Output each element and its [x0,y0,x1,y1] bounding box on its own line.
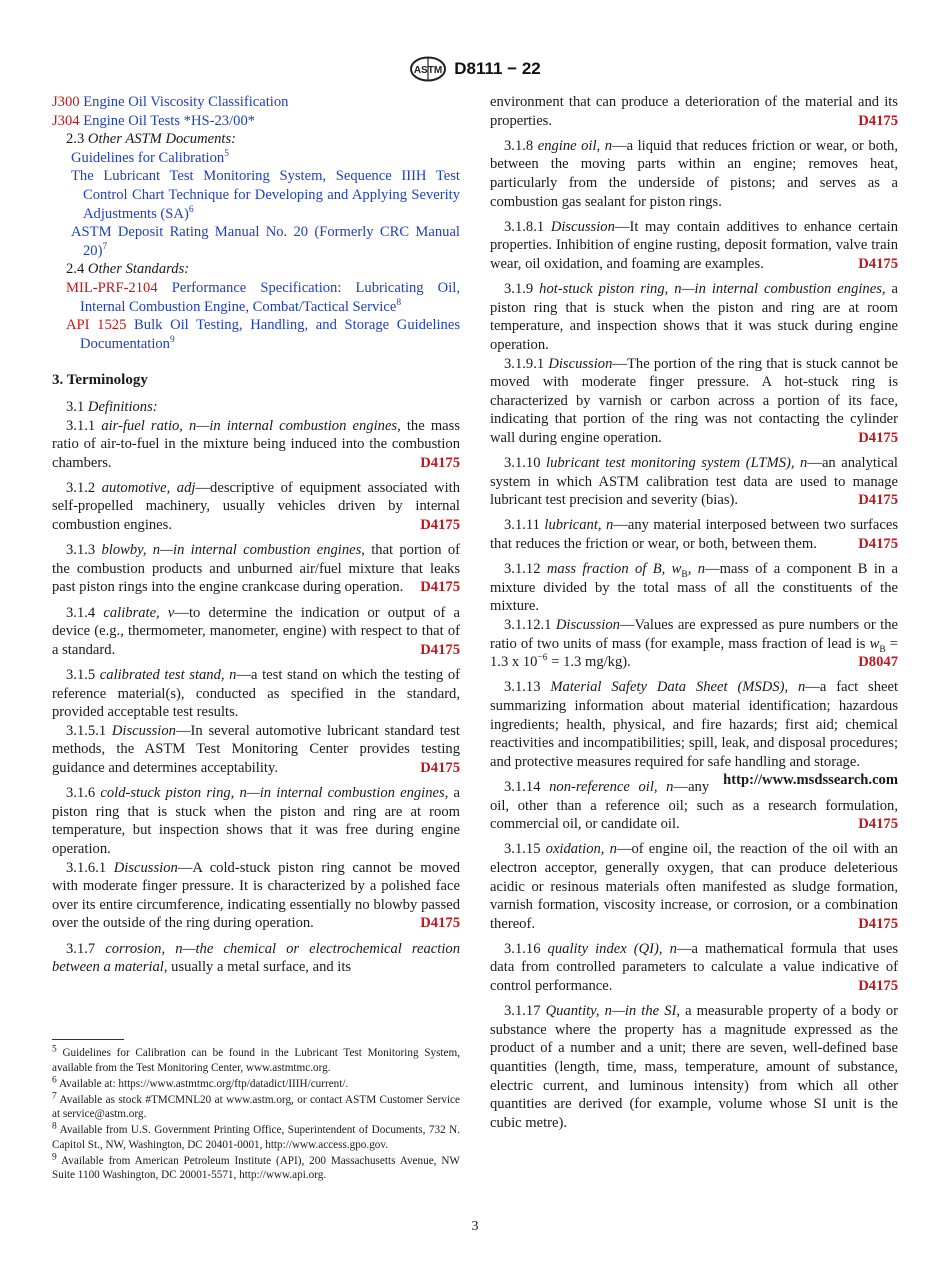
defined-term: mass fraction of B, [546,561,666,578]
footnote [52,1151,460,1183]
subsection-2-3 [52,130,460,149]
subsection-number: 2.3 [66,131,85,148]
definition-text: —Values are expressed as pure numbers or the ratio of two units of mass (for example, mass fraction of lead is [490,617,898,652]
definition-text: —a test stand on which the testing of reference material(s), conducted as specified in the standard, provided acceptable test results. [52,667,460,721]
footnote-number: 9 [52,1151,57,1162]
definition-text: —It may contain additives to enhance certain properties. Inhibition of engine rusting, deposit formation, valve train wear, oil oxidation, and foaming are examples. [490,218,898,272]
source-reference[interactable]: D4175 [420,517,460,534]
defined-term: engine oil, n [537,137,613,154]
definition-text: , the mass ratio of air-to-fuel in the mixture being induced into the combustion chambers. [52,417,461,471]
footnote-text: Available from U.S. Government Printing Office, Superintendent of Documents, 732 N. Capitol St., NW, Washington, DC 20401-0001, http://www.access.gpo.gov. [52,1124,460,1151]
reference-title[interactable]: ASTM Deposit Rating Manual No. 20 (Formerly CRC Manual 20) [71,224,460,259]
definition-3-1-17 [490,1002,898,1132]
defined-term: cold-stuck piston ring, n—in internal combustion engines [100,785,445,802]
footnote-text: Guidelines for Calibration can be found in the Lubricant Test Monitoring System, available from the Test Monitoring Center, www.astmtmc.org. [52,1047,460,1074]
definition-3-1-15 [490,840,898,933]
right-column [490,93,898,1139]
page-number: 3 [471,1219,479,1234]
source-reference[interactable]: D4175 [858,492,898,509]
source-link[interactable]: http://www.msdssearch.com [723,772,898,789]
clause-number: 3.1.6 [66,785,96,802]
footnote-text: Available at: https://www.astmtmc.org/ftp/datadict/IIIH/current/. [58,1077,349,1090]
source-reference[interactable]: D4175 [420,641,460,658]
subsection-2-4 [52,260,460,279]
clause-number: 3.1.11 [504,517,540,534]
clause-number: 3.1.9.1 [504,355,545,372]
defined-term: oxidation, n [545,841,617,858]
defined-term: air-fuel ratio, n—in internal combustion engines [101,417,398,434]
symbol: w [671,561,682,578]
defined-term: corrosion, n—the chemical or electrochemical reaction between a material [52,940,460,976]
subsection-number: 2.4 [66,261,85,278]
definition-3-1-12 [490,560,898,616]
definition-3-1-3 [52,541,460,597]
footnote-marker: 5 [224,148,229,159]
definition-text: —A cold-stuck piston ring cannot be moved with moderate finger pressure. It is characterized by a polished face over its entire circumference, indicating essentially no blowby passed over the outside of the ring during operation. [52,859,460,932]
clause-number: 3.1.2 [66,479,96,496]
source-reference[interactable]: D4175 [858,816,898,833]
left-column [52,93,460,983]
reference-api-1525 [66,316,460,353]
clause-number: 3.1.12 [504,561,541,578]
source-reference[interactable]: D4175 [858,255,898,272]
definition-3-1-4 [52,604,460,660]
discussion-3-1-5-1 [52,722,460,778]
definition-text: —a fact sheet summarizing information about material identification; hazardous ingredients; health, physical, and fire hazards; first aid; chemical reactivities and incompatibilities; spill, leak, and disposal procedures; and protective measures required for safe handling and storage. [490,679,898,770]
reference-title[interactable]: Guidelines for Calibration [71,149,225,166]
defined-term: hot-stuck piston ring, n—in internal combustion engines [539,281,882,298]
definition-text: , a measurable property of a body or substance where the property has a magnitude expressed as the product of a number and a unit; there are seven, well-defined base quantities (length, time, mass, temperature, amount of substance, electric current, and luminous intensity) from which all other quantities are derived (for example, volume whose SI unit is the cubic metre). [490,1003,898,1131]
clause-number: 3.1.15 [504,841,541,858]
definition-3-1-2 [52,479,460,535]
defined-term: automotive, adj [101,479,196,496]
reference-title[interactable]: Bulk Oil Testing, Handling, and Storage Guidelines Documentation [80,317,461,352]
definition-text: —The portion of the ring that is stuck cannot be moved with moderate finger pressure. A hot-stuck ring is characterized by varnish or carbon across a portion of its face, indicating that portion of the ring was not contacting the cylinder wall during engine operation. [490,355,898,446]
astm-logo-icon [409,56,447,82]
footnote-number: 5 [52,1044,57,1055]
definition-3-1-8 [490,137,898,211]
footnote-marker: 9 [169,334,175,345]
footnotes [52,1046,460,1184]
source-reference[interactable]: D8047 [858,654,898,671]
svg-text:ASTM: ASTM [414,65,443,76]
clause-number: 3.1.5.1 [66,722,107,739]
discussion-3-1-8-1 [490,218,898,274]
definition-text: , a piston ring that is stuck when the piston and ring are at room temperature, but inspection shows that it was free during engine operation. [52,785,460,857]
clause-number: 3.1.17 [504,1003,541,1020]
footnote-text: Available from American Petroleum Institute (API), 200 Massachusetts Avenue, NW Suite 1100 Washington, DC 20001-5571, http://www.api.org. [52,1154,460,1182]
discussion-label: Discussion [111,722,176,739]
source-reference[interactable]: D4175 [858,112,898,129]
defined-term: non-reference oil, n [549,778,674,795]
section-heading: 3. Terminology [52,372,148,389]
source-reference[interactable]: D4175 [858,915,898,932]
definition-text: —any oil, other than a reference oil; such as a research formulation, commercial oil, or candidate oil. [490,778,898,833]
clause-number: 3.1.13 [504,679,541,696]
definition-text: —In several automotive lubricant standard test methods, the ASTM Test Monitoring Center provides testing guidance and determines acceptability. [52,722,460,776]
source-reference[interactable]: D4175 [858,536,898,553]
defined-term: , n [687,561,706,578]
reference-ltms [71,167,460,223]
definition-text: —mass of a component B in a mixture divided by the total mass of all the constituents of the mixture. [490,561,899,615]
discussion-3-1-12-1 [490,616,898,672]
reference-code[interactable]: MIL-PRF-2104 [66,279,158,296]
footnote [52,1123,460,1152]
discussion-3-1-6-1 [52,859,460,933]
discussion-label: Discussion [548,355,613,372]
reference-j304 [52,112,460,131]
footnote [52,1074,460,1092]
defined-term: quality index (QI), n [547,940,677,957]
clause-number: 3.1.14 [504,778,541,795]
definition-3-1-10 [490,454,898,510]
footnote-marker: 7 [102,241,108,252]
symbol-subscript: B [879,644,886,655]
reference-title[interactable]: The Lubricant Test Monitoring System, Sequence IIIH Test Control Chart Technique for Developing and Applying Severity Adjustments (SA) [71,168,460,222]
definition-text: , that portion of the combustion products and unburned air/fuel mixture that leaks past piston rings into the engine crankcase during operation. [52,542,460,596]
source-reference[interactable]: D4175 [420,915,460,932]
discussion-label: Discussion [555,617,620,633]
discussion-label: Discussion [113,859,178,876]
definition-3-1-7-continued [490,93,898,130]
source-reference[interactable]: D4175 [420,579,460,596]
definition-3-1-1 [52,417,460,473]
defined-term: lubricant, n [544,517,614,534]
defined-term: calibrate, v [103,604,175,621]
exponent: −6 [537,653,548,664]
definition-text: —an analytical system in which ASTM calibration test data are used to manage lubricant test precision and severity (bias). [490,455,898,509]
footnote-divider [52,1039,124,1040]
footnote-number: 7 [52,1090,57,1101]
definition-text: —a mathematical formula that uses data from controlled parameters to calculate a value indicative of control performance. [490,940,898,995]
definition-text: —any material interposed between two surfaces that reduces the friction or wear, or both, between them. [490,517,898,553]
definition-text: , a piston ring that is stuck when the piston and ring are at room temperature, and inspection shows that it was stuck during engine operation. [490,281,898,353]
clause-number: 3.1.5 [66,667,96,683]
clause-number: 3.1.8.1 [504,218,545,235]
footnote-number: 6 [52,1074,57,1085]
defined-term: Quantity, n—in the SI [545,1003,677,1020]
discussion-3-1-9-1 [490,355,898,448]
definition-text: environment that can produce a deterioration of the material and its properties. [490,94,898,129]
clause-number: 3.1.12.1 [504,617,552,633]
definition-3-1-9 [490,280,898,354]
definition-3-1-6 [52,784,460,858]
footnote-marker: 6 [188,204,194,215]
clause-number: 3.1.1 [66,417,96,434]
equation-text: = 1.3 x 10 [490,635,898,671]
definition-3-1-5 [52,666,460,722]
source-reference[interactable]: D4175 [420,454,460,471]
subsection-label: Other ASTM Documents: [87,131,236,148]
defined-term: lubricant test monitoring system (LTMS), n [546,455,808,472]
reference-deposit-manual [71,223,460,260]
clause-number: 3.1.4 [66,604,96,621]
definition-text: —to determine the indication or output of a device (e.g., thermometer, manometer, engine) with respect to that of a standard. [52,604,461,658]
equation-text: = 1.3 mg/kg). [547,654,631,671]
definition-text: —descriptive of equipment associated with self-propelled machinery, usually vehicles driven by internal combustion engines. [52,479,460,534]
definition-text: —a liquid that reduces friction or wear, or both, between the moving parts within an engine; removes heat, particularly from the underside of pistons; and serves as a combustion gas sealant for piston rings. [490,137,898,210]
reference-code[interactable]: J304 [52,112,80,129]
clause-number: 3.1.16 [504,940,541,957]
clause-label: Definitions: [87,398,158,415]
symbol-subscript: B [681,570,688,581]
footnote [52,1046,460,1075]
discussion-label: Discussion [550,218,615,235]
clause-number: 3.1.10 [504,455,541,472]
subsection-label: Other Standards: [87,261,190,278]
source-reference[interactable]: D4175 [858,429,898,446]
clause-number: 3.1.9 [504,281,534,298]
reference-title[interactable]: Performance Specification: Lubricating Oil, Internal Combustion Engine, Combat/Tactical Service [80,279,460,315]
definition-text: , usually a metal surface, and its [163,959,352,976]
standard-designation: D8111 − 22 [454,59,541,78]
clause-number: 3.1.6.1 [66,859,107,876]
defined-term: Material Safety Data Sheet (MSDS), n [550,679,806,696]
reference-code[interactable]: J300 [52,94,80,110]
source-reference[interactable]: D4175 [420,759,460,776]
footnote [52,1090,460,1122]
symbol: w [869,635,880,652]
clause-number: 3.1 [66,398,85,415]
reference-code[interactable]: API 1525 [66,317,127,334]
defined-term: calibrated test stand, n [99,667,237,683]
reference-title[interactable]: Engine Oil Viscosity Classification [83,94,289,110]
page-header [0,56,950,82]
reference-title[interactable]: Engine Oil Tests *HS-23/00* [83,112,256,129]
clause-number: 3.1.3 [66,542,96,559]
definition-3-1-16 [490,940,898,996]
definition-3-1-11 [490,516,898,553]
definition-text: —of engine oil, the reaction of the oil with an electron acceptor, generally oxygen, that can produce deleterious acidic or resinous materials often manifested as sludge formation, varnish formation, viscosity increase, or corrosion, or a combination thereof. [490,841,898,932]
defined-term: blowby, n—in internal combustion engines [101,542,362,559]
reference-mil-prf-2104 [66,279,460,316]
definition-3-1-7 [52,940,460,977]
definitions-heading [52,398,460,417]
footnote-marker: 8 [396,297,402,308]
source-reference[interactable]: D4175 [858,978,898,995]
clause-number: 3.1.7 [66,940,96,957]
footnote-text: Available as stock #TMCMNL20 at www.astm.org, or contact ASTM Customer Service at service@astm.org. [52,1093,460,1121]
reference-j300 [52,93,460,112]
footnote-number: 8 [52,1121,57,1132]
clause-number: 3.1.8 [504,137,534,154]
reference-calibration-guidelines [71,149,460,168]
